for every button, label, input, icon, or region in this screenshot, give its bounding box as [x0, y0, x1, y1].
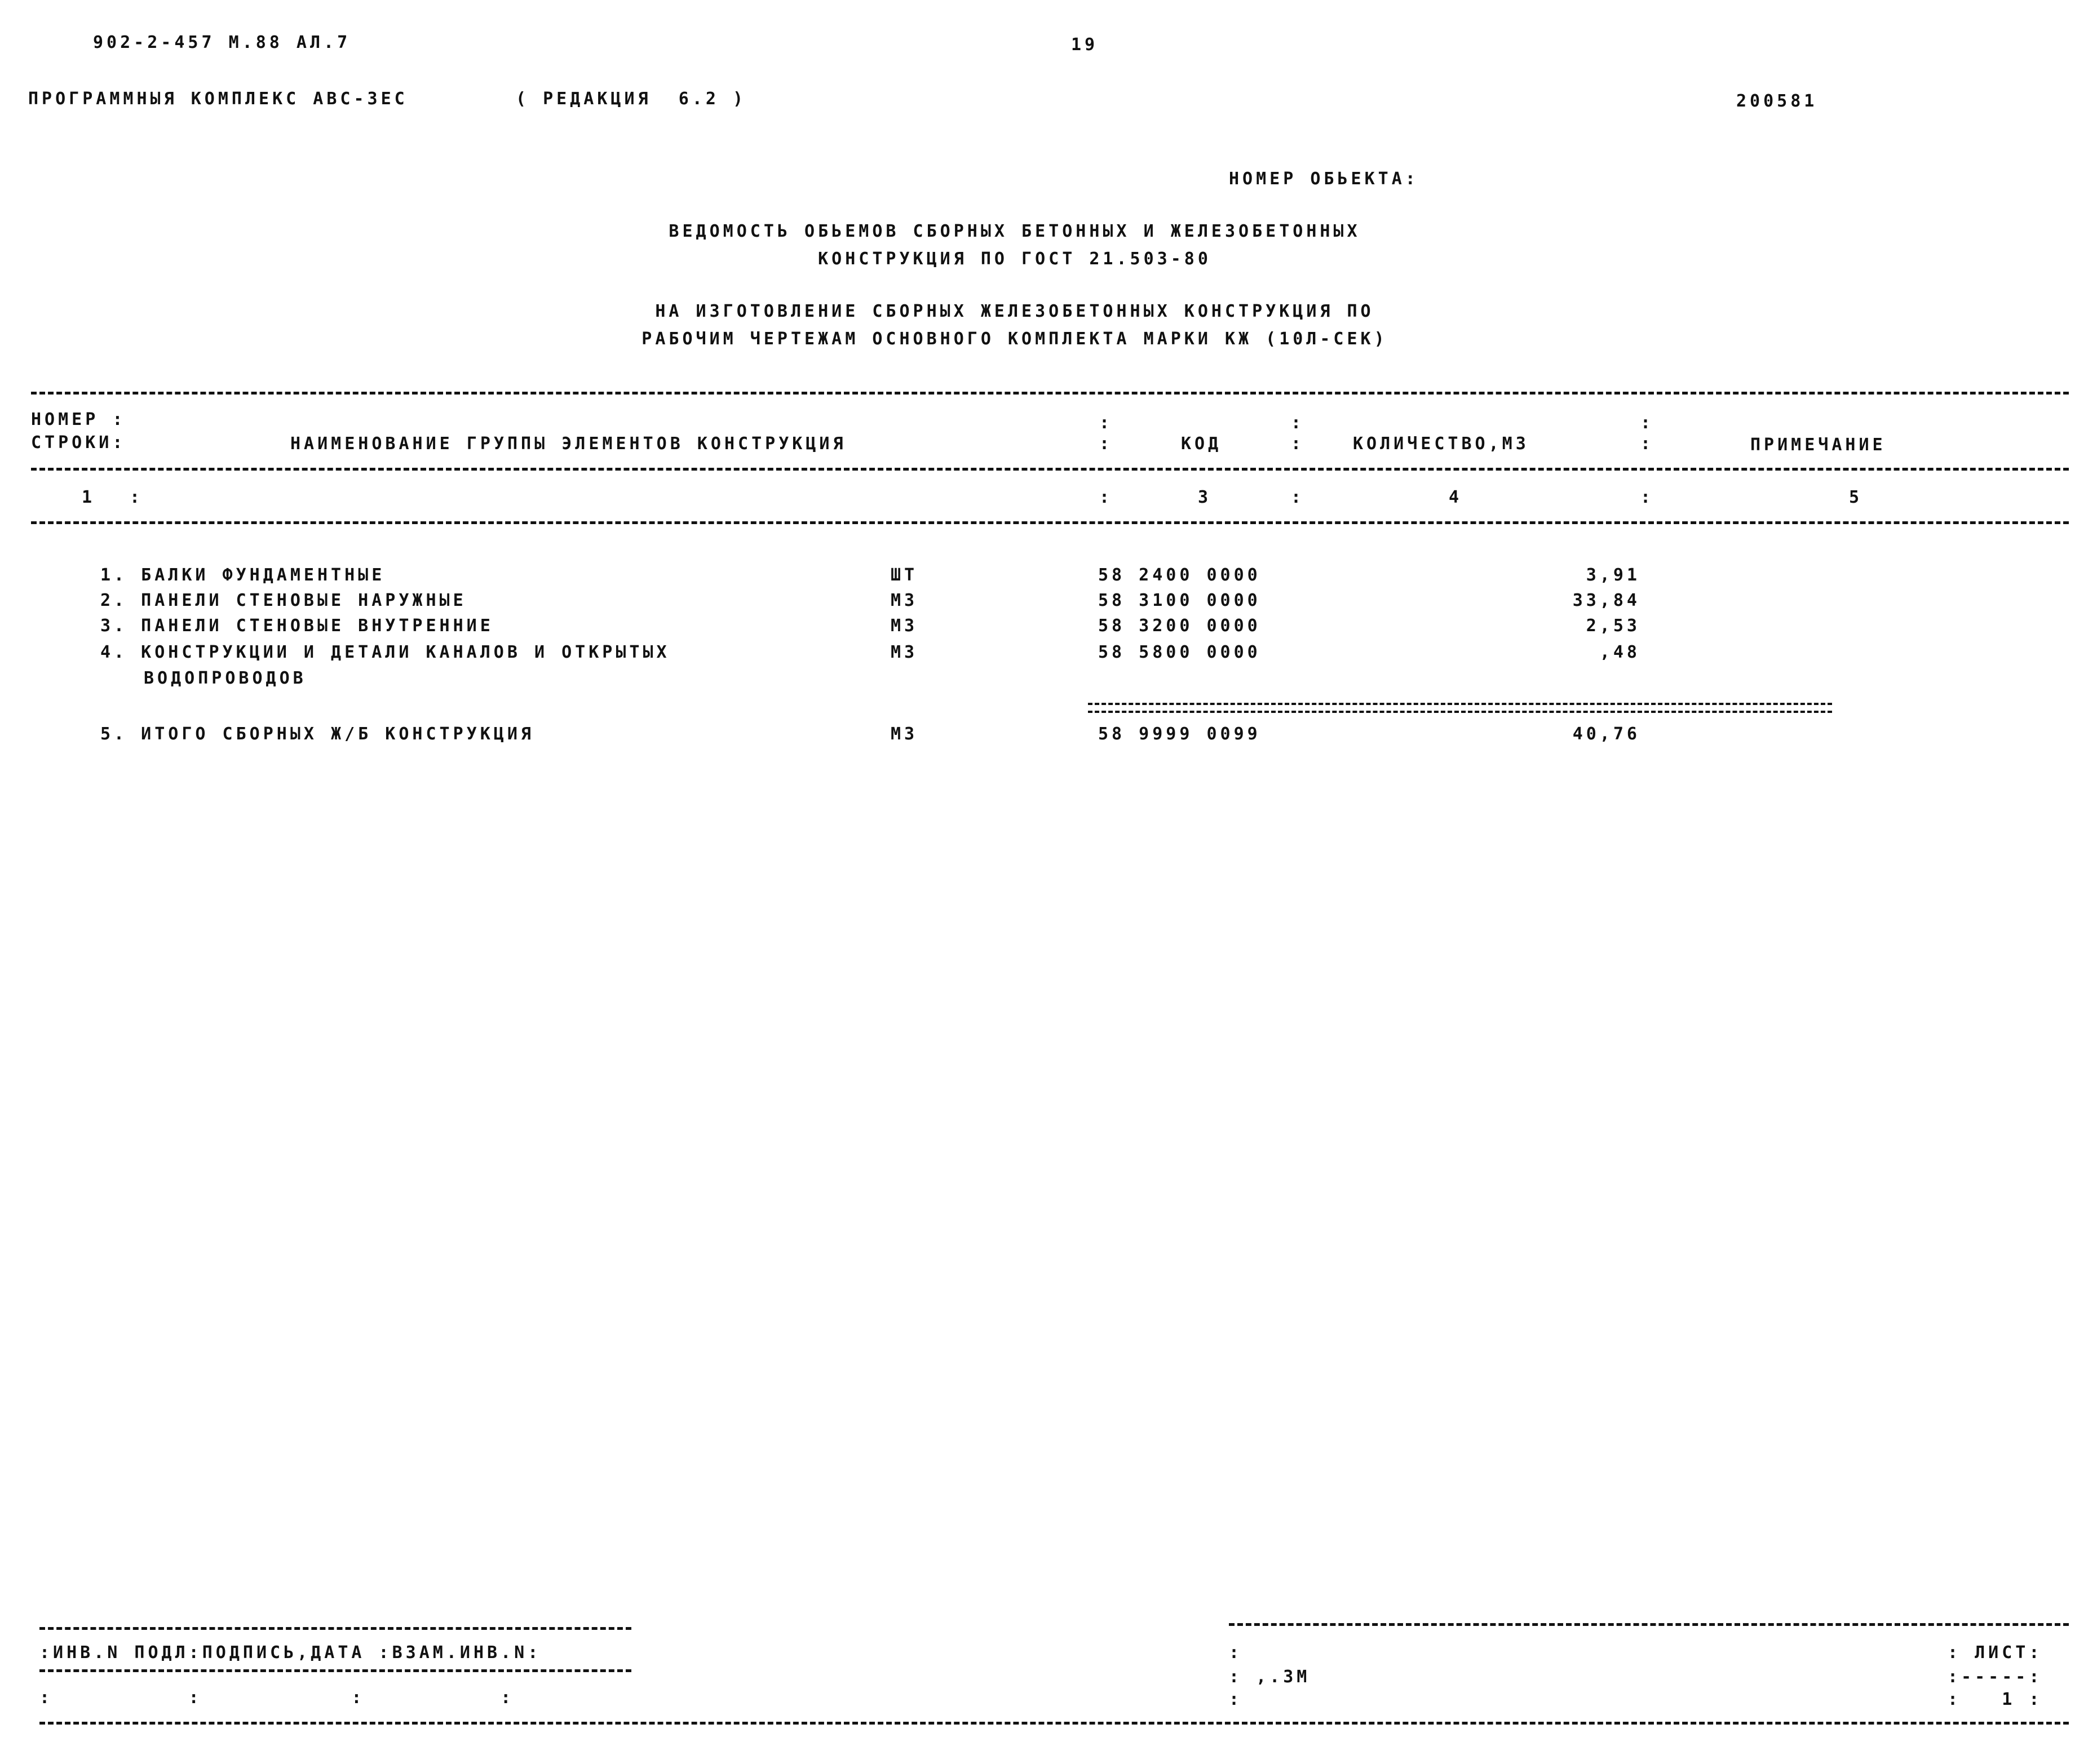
- sheet-divider: :-----:: [1948, 1667, 2043, 1687]
- program-name: ПРОГРАММНЫЯ КОМПЛЕКС АВС-ЗЕС: [28, 89, 408, 109]
- row-code: 58 3100 0000: [1098, 591, 1261, 610]
- total-name: 5. ИТОГО СБОРНЫХ Ж/Б КОНСТРУКЦИЯ: [100, 724, 534, 744]
- middle-text: : ,.ЗМ: [1229, 1667, 1311, 1687]
- stamp-cells: : : : :: [39, 1688, 515, 1708]
- stamp-middle-rule: [39, 1669, 631, 1672]
- title-block-top-rule: [1229, 1623, 2069, 1626]
- code-right: 200581: [1736, 91, 1818, 111]
- title-line-3: НА ИЗГОТОВЛЕНИЕ СБОРНЫХ ЖЕЛЕЗОБЕТОННЫХ КОНСТРУКЦИЯ ПО: [655, 302, 1374, 321]
- row-name: 4. КОНСТРУКЦИИ И ДЕТАЛИ КАНАЛОВ И ОТКРЫТЫХ: [100, 642, 670, 662]
- row-name: 3. ПАНЕЛИ СТЕНОВЫЕ ВНУТРЕННИЕ: [100, 616, 494, 636]
- col-sep-mark: :: [1291, 487, 1305, 507]
- col-sep-mark: :: [1640, 487, 1654, 507]
- document-code: 902-2-457 М.88 АЛ.7: [93, 33, 351, 52]
- sheet-label: : ЛИСТ:: [1948, 1643, 2043, 1663]
- total-unit: МЗ: [891, 724, 918, 744]
- index-rule: [31, 521, 2069, 524]
- col-sep-mark: :: [1099, 434, 1113, 454]
- col-name-header: НАИМЕНОВАНИЕ ГРУППЫ ЭЛЕМЕНТОВ КОНСТРУКЦИЯ: [290, 434, 847, 454]
- col-index-3: 3: [1198, 487, 1212, 507]
- col-code-header: КОД: [1181, 434, 1222, 454]
- total-qty: 40,76: [1572, 724, 1640, 744]
- title-line-4: РАБОЧИМ ЧЕРТЕЖАМ ОСНОВНОГО КОМПЛЕКТА МАРКИ КЖ (10Л-СЕК): [642, 329, 1388, 349]
- col-sep-mark: :: [130, 487, 144, 507]
- row-qty: 2,53: [1586, 616, 1640, 636]
- col-index-1: 1: [82, 487, 96, 507]
- table-top-rule: [31, 392, 2069, 395]
- program-edition: ( РЕДАКЦИЯ 6.2 ): [516, 89, 747, 109]
- stamp-top-rule: [39, 1627, 631, 1630]
- footer-bottom-rule: [39, 1722, 2069, 1725]
- title-block-mark: :: [1229, 1643, 1243, 1663]
- header-rule: [31, 468, 2069, 471]
- row-unit: МЗ: [891, 616, 918, 636]
- title-block-mark: :: [1229, 1690, 1243, 1709]
- row-code: 58 5800 0000: [1098, 642, 1261, 662]
- row-code: 58 3200 0000: [1098, 616, 1261, 636]
- row-unit: МЗ: [891, 591, 918, 610]
- col-qty-header: КОЛИЧЕСТВО,МЗ: [1353, 434, 1529, 454]
- title-line-2: КОНСТРУКЦИЯ ПО ГОСТ 21.503-80: [818, 249, 1211, 269]
- col-number-header-2: СТРОКИ:: [31, 433, 126, 453]
- page-number: 19: [1071, 35, 1099, 55]
- col-index-5: 5: [1849, 487, 1863, 507]
- object-number-label: НОМЕР ОБЬЕКТА:: [1229, 169, 1419, 189]
- title-line-1: ВЕДОМОСТЬ ОБЬЕМОВ СБОРНЫХ БЕТОННЫХ И ЖЕЛЕЗОБЕТОННЫХ: [669, 221, 1361, 241]
- col-sep-mark: :: [1640, 434, 1654, 454]
- sheet-number: : 1 :: [1948, 1690, 2043, 1709]
- row-qty: 33,84: [1572, 591, 1640, 610]
- col-number-header-1: НОМЕР :: [31, 410, 126, 429]
- col-sep-mark: :: [1099, 487, 1113, 507]
- col-sep-mark: :: [1291, 434, 1305, 454]
- col-sep-mark: :: [1640, 413, 1654, 433]
- row-code: 58 2400 0000: [1098, 565, 1261, 585]
- row-unit: ШТ: [891, 565, 918, 585]
- row-name: 1. БАЛКИ ФУНДАМЕНТНЫЕ: [100, 565, 386, 585]
- total-double-rule: [1088, 703, 1832, 713]
- col-sep-mark: :: [1099, 413, 1113, 433]
- row-unit: МЗ: [891, 642, 918, 662]
- col-note-header: ПРИМЕЧАНИЕ: [1750, 435, 1886, 455]
- col-sep-mark: :: [1291, 413, 1305, 433]
- stamp-header: :ИНВ.N ПОДЛ:ПОДПИСЬ,ДАТА :ВЗАМ.ИНВ.N:: [39, 1643, 542, 1663]
- row-qty: ,48: [1599, 642, 1640, 662]
- row-name-continued: ВОДОПРОВОДОВ: [144, 668, 307, 688]
- total-code: 58 9999 0099: [1098, 724, 1261, 744]
- row-qty: 3,91: [1586, 565, 1640, 585]
- row-name: 2. ПАНЕЛИ СТЕНОВЫЕ НАРУЖНЫЕ: [100, 591, 467, 610]
- col-index-4: 4: [1449, 487, 1463, 507]
